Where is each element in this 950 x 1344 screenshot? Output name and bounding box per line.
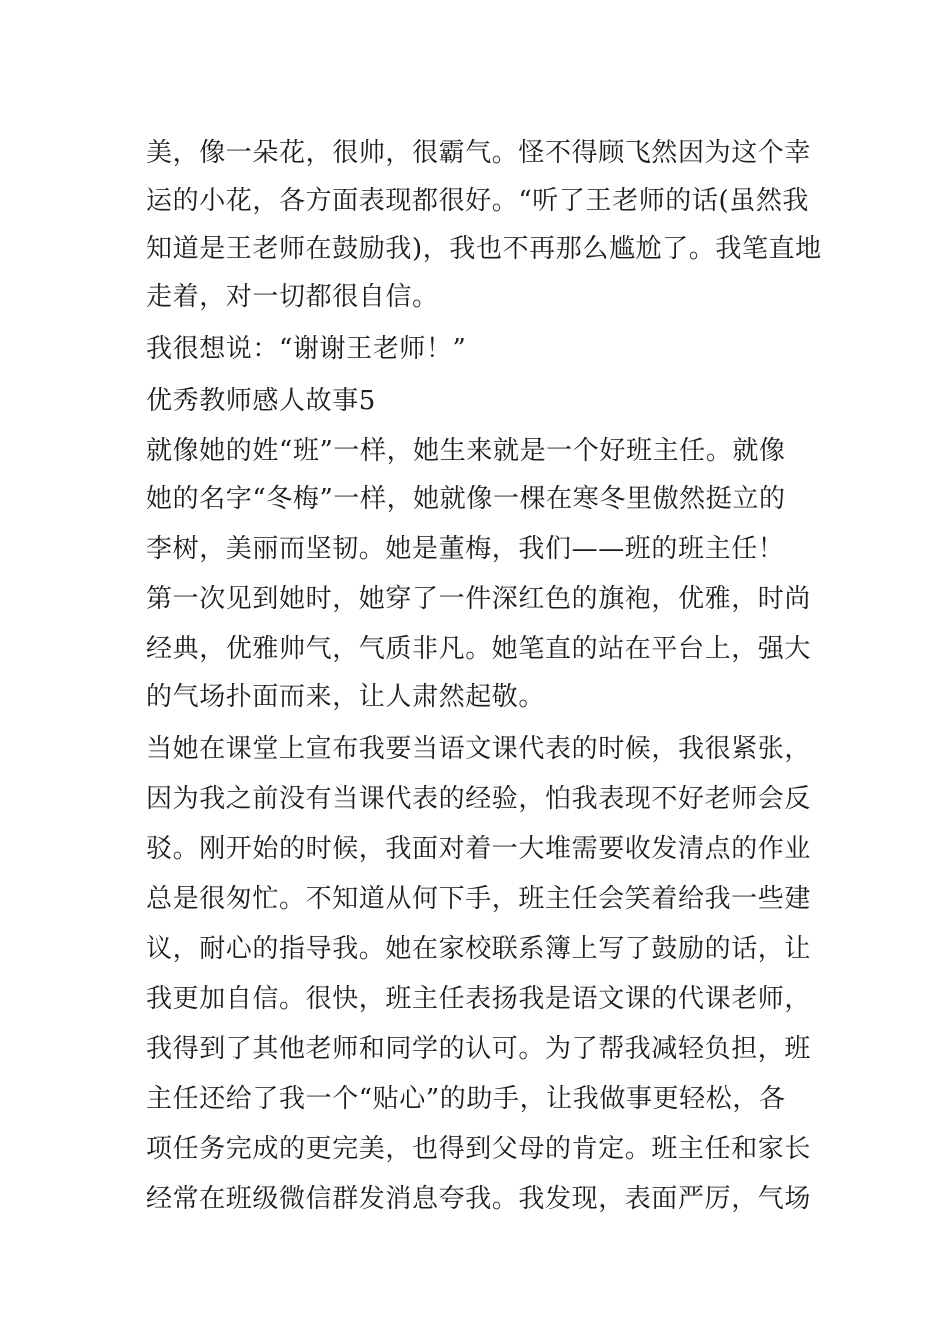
text-line: 经常在班级微信群发消息夸我。我发现，表面严厉，气场 xyxy=(146,1184,812,1214)
text-line: 因为我之前没有当课代表的经验，怕我表现不好老师会反 xyxy=(146,784,812,814)
text-line: 第一次见到她时，她穿了一件深红色的旗袍，优雅，时尚 xyxy=(146,584,812,614)
text-line: 经典，优雅帅气，气质非凡。她笔直的站在平台上，强大 xyxy=(146,634,812,664)
text-line: 知道是王老师在鼓励我)，我也不再那么尴尬了。我笔直地 xyxy=(146,234,822,264)
text-line: 驳。刚开始的时候，我面对着一大堆需要收发清点的作业 xyxy=(146,834,812,864)
section-heading: 优秀教师感人故事5 xyxy=(146,386,376,416)
text-line: 议，耐心的指导我。她在家校联系簿上写了鼓励的话，让 xyxy=(146,934,812,964)
text-line: 我很想说：“谢谢王老师！” xyxy=(146,334,467,364)
text-line: 美，像一朵花，很帅，很霸气。怪不得顾飞然因为这个幸 xyxy=(146,138,812,168)
text-line: 就像她的姓“班”一样，她生来就是一个好班主任。就像 xyxy=(146,436,786,466)
text-line: 的气场扑面而来，让人肃然起敬。 xyxy=(146,682,546,712)
text-line: 运的小花，各方面表现都很好。“听了王老师的话(虽然我 xyxy=(146,186,810,216)
text-line: 当她在课堂上宣布我要当语文课代表的时候，我很紧张， xyxy=(146,734,812,764)
text-line: 主任还给了我一个“贴心”的助手，让我做事更轻松，各 xyxy=(146,1084,786,1114)
text-line: 项任务完成的更完美，也得到父母的肯定。班主任和家长 xyxy=(146,1134,812,1164)
text-line: 走着，对一切都很自信。 xyxy=(146,282,439,312)
text-line: 李树，美丽而坚韧。她是董梅，我们——班的班主任！ xyxy=(146,534,785,564)
text-line: 我更加自信。很快，班主任表扬我是语文课的代课老师， xyxy=(146,984,812,1014)
text-line: 总是很匆忙。不知道从何下手，班主任会笑着给我一些建 xyxy=(146,884,812,914)
text-line: 她的名字“冬梅”一样，她就像一棵在寒冬里傲然挺立的 xyxy=(146,484,786,514)
text-line: 我得到了其他老师和同学的认可。为了帮我减轻负担，班 xyxy=(146,1034,812,1064)
